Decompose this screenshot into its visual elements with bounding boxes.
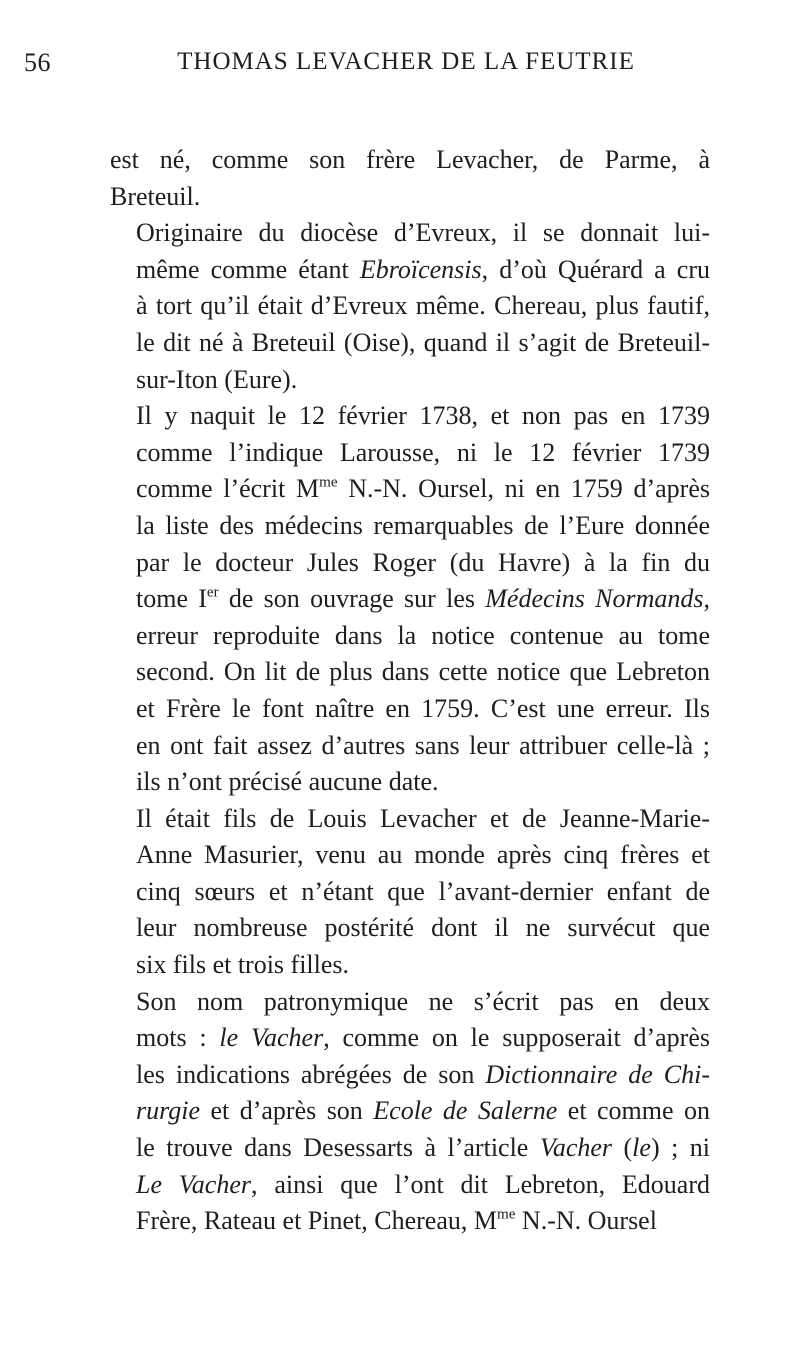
text-run: mots :: [136, 1023, 220, 1053]
text-run: le trouve dans Desessarts à l’article: [136, 1133, 540, 1163]
text-run: comme l’indique Larousse, ni le 12 février 1739: [136, 437, 710, 467]
text-line: [110, 1057, 710, 1094]
text-line: [110, 691, 710, 728]
text-line: [110, 1093, 710, 1130]
text-line: [110, 947, 710, 984]
text-line: [110, 325, 710, 362]
text-line: [110, 508, 710, 545]
paragraph: [110, 142, 710, 215]
text-run: et comme on: [557, 1096, 710, 1126]
text-line: [110, 1020, 710, 1057]
body-text: [110, 142, 710, 1240]
text-run: N.-N. Oursel, ni en 1759 d’après: [337, 474, 710, 504]
text-line: [110, 288, 710, 325]
text-run: sur-Iton (Eure).: [136, 364, 298, 394]
text-run: , comme on le supposerait d’après: [323, 1023, 710, 1053]
text-line: [110, 1167, 710, 1204]
italic-text: le Vacher: [219, 1023, 324, 1053]
superscript: me: [319, 474, 338, 491]
text-run: les indications abrégées de son: [136, 1059, 486, 1089]
text-run: six fils et trois filles.: [136, 950, 350, 980]
text-run: en ont fait assez d’autres sans leur attribuer celle-là ;: [136, 730, 710, 760]
text-run: tome I: [136, 584, 207, 614]
italic-text: Dictionnaire de Chi-: [485, 1059, 711, 1089]
italic-text: le: [632, 1133, 651, 1163]
text-run: , d’où Quérard a cru: [481, 254, 710, 284]
text-line: [110, 1203, 710, 1240]
text-run: Frère, Rateau et Pinet, Chereau, M: [136, 1206, 497, 1236]
text-run: et d’après son: [200, 1096, 374, 1126]
text-run: la liste des médecins remarquables de l’Eure donnée: [136, 510, 710, 540]
text-run: ) ; ni: [650, 1133, 710, 1163]
page-number: 56: [24, 48, 51, 77]
text-line: [110, 471, 710, 508]
superscript: er: [206, 584, 219, 601]
text-line: [110, 545, 710, 582]
text-line: [110, 215, 710, 252]
paragraph: [110, 984, 710, 1240]
text-line: [110, 581, 710, 618]
text-run: leur nombreuse postérité dont il ne survécut que: [136, 913, 710, 943]
text-line: [110, 618, 710, 655]
italic-text: Le Vacher: [136, 1169, 252, 1199]
text-run: Son nom patronymique ne s’écrit pas en deux: [136, 986, 710, 1016]
text-run: (: [612, 1133, 633, 1163]
text-run: erreur reproduite dans la notice contenue au tome: [136, 620, 710, 650]
text-run: le dit né à Breteuil (Oise), quand il s’agit de Breteuil-: [136, 327, 710, 357]
text-run: Il y naquit le 12 février 1738, et non pas en 1739: [136, 401, 710, 431]
text-line: [110, 362, 710, 399]
text-run: Il était fils de Louis Levacher et de Jeanne-Marie-: [136, 803, 710, 833]
text-run: ,: [703, 584, 710, 614]
text-line: [110, 654, 710, 691]
text-line: [110, 728, 710, 765]
text-run: cinq sœurs et n’étant que l’avant-dernier enfant de: [136, 876, 710, 906]
paragraph: [110, 215, 710, 398]
superscript: me: [497, 1206, 516, 1223]
text-line: [110, 435, 710, 472]
text-run: et Frère le font naître en 1759. C’est une erreur. Ils: [136, 693, 710, 723]
text-run: à tort qu’il était d’Evreux même. Chereau, plus fautif,: [136, 291, 710, 321]
text-run: est né, comme son frère Levacher, de Parme, à: [110, 145, 710, 174]
italic-text: rurgie: [136, 1096, 201, 1126]
italic-text: Ebroïcensis: [359, 254, 482, 284]
text-line: [110, 1130, 710, 1167]
text-line: [110, 874, 710, 911]
text-run: , ainsi que l’ont dit Lebreton, Edouard: [251, 1169, 710, 1199]
text-line: [110, 252, 710, 289]
italic-text: Vacher: [539, 1133, 613, 1163]
text-line: [110, 764, 710, 801]
paragraph: [110, 398, 710, 801]
text-run: ils n’ont précisé aucune date.: [136, 767, 439, 797]
running-title: THOMAS LEVACHER DE LA FEUTRIE: [177, 48, 635, 75]
text-run: de son ouvrage sur les: [218, 584, 486, 614]
text-run: comme l’écrit M: [136, 474, 320, 504]
text-run: N.-N. Oursel: [515, 1206, 657, 1236]
text-line: [110, 984, 710, 1021]
text-run: second. On lit de plus dans cette notice que Lebreton: [136, 657, 710, 687]
text-run: Anne Masurier, venu au monde après cinq frères et: [136, 840, 710, 870]
text-line: [110, 910, 710, 947]
text-line: [110, 179, 710, 216]
paragraph: [110, 801, 710, 984]
text-line: [110, 142, 710, 179]
text-run: même comme étant: [136, 254, 360, 284]
text-run: Breteuil.: [110, 181, 201, 211]
text-line: [110, 801, 710, 838]
text-line: [110, 398, 710, 435]
text-run: par le docteur Jules Roger (du Havre) à la fin du: [136, 547, 710, 577]
text-run: Originaire du diocèse d’Evreux, il se donnait lui-: [136, 218, 710, 248]
italic-text: Médecins Normands: [485, 584, 704, 614]
italic-text: Ecole de Salerne: [373, 1096, 558, 1126]
running-header: [0, 48, 800, 88]
text-line: [110, 837, 710, 874]
